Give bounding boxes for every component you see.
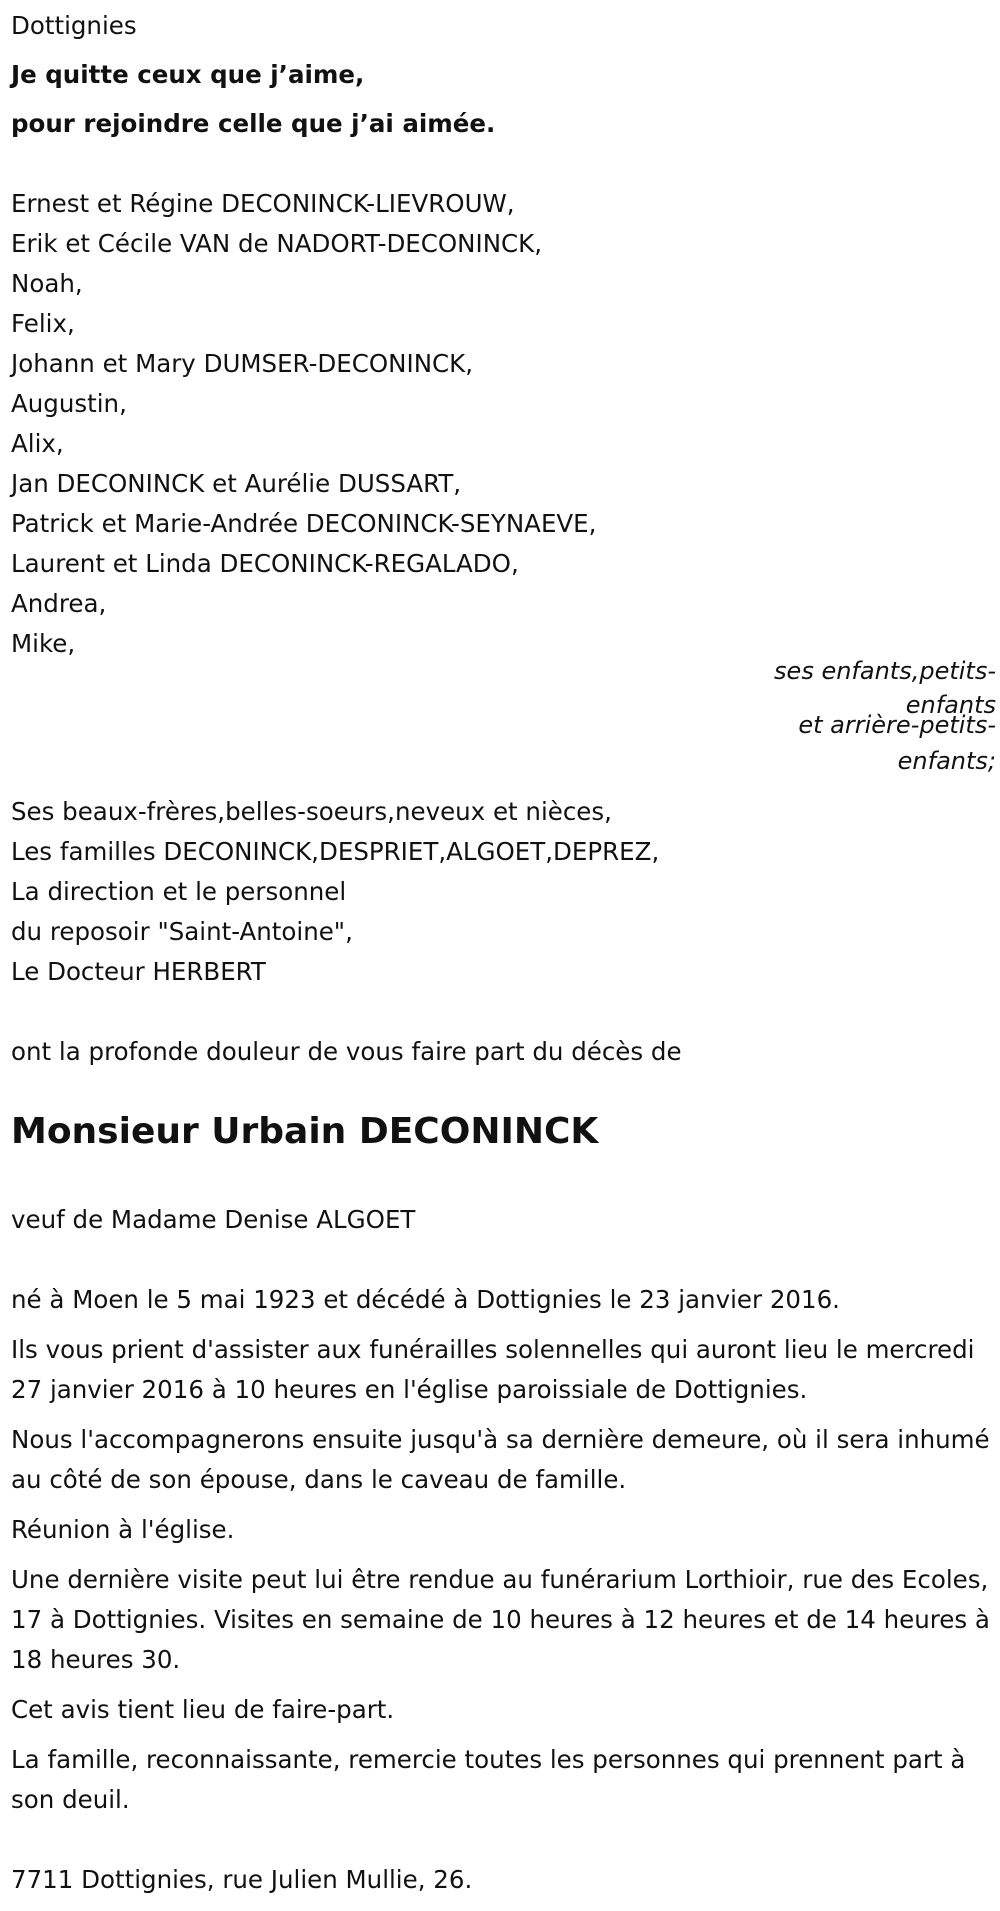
relative-line: Ses beaux-frères,belles-soeurs,neveux et nièces, [11, 797, 612, 826]
quote-line-1: Je quitte ceux que j’aime, [11, 60, 365, 89]
note-line-2: enfants [905, 691, 996, 719]
birth-death-info: né à Moen le 5 mai 1923 et décédé à Dottignies le 23 janvier 2016. [11, 1285, 840, 1314]
relative-line: Les familles DECONINCK,DESPRIET,ALGOET,DEPREZ, [11, 837, 660, 866]
family-member: Alix, [11, 429, 64, 458]
family-member: Felix, [11, 309, 75, 338]
note-line-4: enfants; [897, 747, 996, 775]
note-line-3: et arrière-petits- [798, 711, 996, 739]
family-member: Erik et Cécile VAN de NADORT-DECONINCK, [11, 229, 543, 258]
family-relationship-note [766, 656, 996, 776]
family-member: Noah, [11, 269, 83, 298]
relative-line: du reposoir "Saint-Antoine", [11, 917, 353, 946]
relative-line: Le Docteur HERBERT [11, 957, 266, 986]
funeral-invitation: Ils vous prient d'assister aux funérailles solennelles qui auront lieu le mercredi 27 janvier 2016 à 10 heures en l'église paroissiale de Dottignies. [11, 1335, 975, 1404]
thanks-info: La famille, reconnaissante, remercie toutes les personnes qui prennent part à son deuil. [11, 1745, 966, 1814]
family-member: Laurent et Linda DECONINCK-REGALADO, [11, 549, 519, 578]
family-member: Patrick et Marie-Andrée DECONINCK-SEYNAEVE, [11, 509, 597, 538]
meeting-info: Réunion à l'église. [11, 1515, 235, 1544]
relative-line: La direction et le personnel [11, 877, 347, 906]
family-member: Andrea, [11, 589, 107, 618]
note-line-1: ses enfants,petits- [774, 657, 996, 685]
burial-info: Nous l'accompagnerons ensuite jusqu'à sa dernière demeure, où il sera inhumé au côté de son épouse, dans le caveau de famille. [11, 1425, 990, 1494]
address: 7711 Dottignies, rue Julien Mullie, 26. [11, 1865, 473, 1894]
deceased-name: Monsieur Urbain DECONINCK [11, 1111, 599, 1152]
family-member: Mike, [11, 629, 76, 658]
family-member: Ernest et Régine DECONINCK-LIEVROUW, [11, 189, 515, 218]
family-member: Augustin, [11, 389, 127, 418]
quote-line-2: pour rejoindre celle que j’ai aimée. [11, 109, 496, 138]
location-heading: Dottignies [11, 11, 137, 40]
notice-info: Cet avis tient lieu de faire-part. [11, 1695, 395, 1724]
family-member: Jan DECONINCK et Aurélie DUSSART, [11, 469, 462, 498]
visit-info: Une dernière visite peut lui être rendue au funérarium Lorthioir, rue des Ecoles, 17 à Dottignies. Visites en semaine de 10 heures à 12 heures et de 14 heures à 18 heures 30. [11, 1565, 990, 1674]
family-member: Johann et Mary DUMSER-DECONINCK, [11, 349, 473, 378]
widower-of: veuf de Madame Denise ALGOET [11, 1205, 416, 1234]
announcement-text: ont la profonde douleur de vous faire part du décès de [11, 1037, 682, 1066]
